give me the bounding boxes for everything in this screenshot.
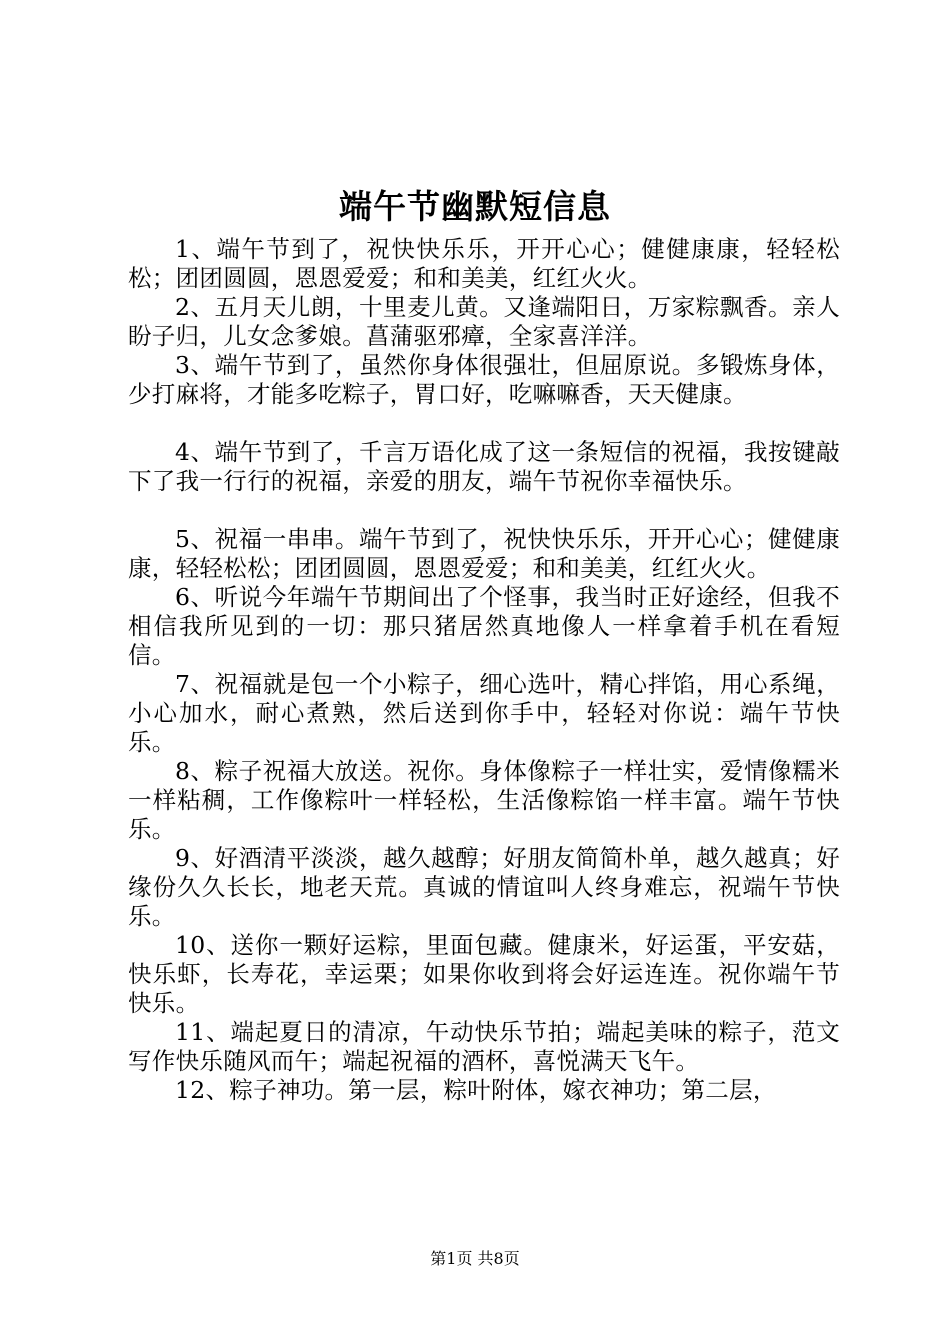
page-number-footer: 第1页 共8页 [430,1249,520,1268]
paragraph-7: 7、祝福就是包一个小粽子，细心选叶，精心拌馅，用心系绳，小心加水，耐心煮熟，然后送到你手中，轻轻对你说：端午节快乐。 [128,670,840,756]
paragraph-8: 8、粽子祝福大放送。祝你。身体像粽子一样壮实，爱情像糯米一样粘稠，工作像粽叶一样轻松，生活像粽馅一样丰富。端午节快乐。 [128,757,840,843]
paragraph-3: 3、端午节到了，虽然你身体很强壮，但屈原说。多锻炼身体，少打麻将，才能多吃粽子，胃口好，吃嘛嘛香，天天健康。 [128,351,840,408]
paragraph-6: 6、听说今年端午节期间出了个怪事，我当时正好途经，但我不相信我所见到的一切：那只猪居然真地像人一样拿着手机在看短信。 [128,583,840,669]
paragraph-5: 5、祝福一串串。端午节到了，祝快快乐乐，开开心心；健健康康，轻轻松松；团团圆圆，恩恩爱爱；和和美美，红红火火。 [128,525,840,582]
paragraph-12: 12、粽子神功。第一层，粽叶附体，嫁衣神功；第二层， [175,1076,777,1104]
document-body [128,235,840,1105]
paragraph-1: 1、端午节到了，祝快快乐乐，开开心心；健健康康，轻轻松松；团团圆圆，恩恩爱爱；和和美美，红红火火。 [128,235,840,292]
paragraph-4: 4、端午节到了，千言万语化成了这一条短信的祝福，我按键敲下了我一行行的祝福，亲爱的朋友，端午节祝你幸福快乐。 [128,438,840,495]
document-title: 端午节幽默短信息 [339,187,611,226]
paragraph-11: 11、端起夏日的清凉，午动快乐节拍；端起美味的粽子，范文写作快乐随风而午；端起祝福的酒杯，喜悦满天飞午。 [128,1018,840,1075]
paragraph-9: 9、好酒清平淡淡，越久越醇；好朋友简简朴单，越久越真；好缘份久久长长，地老天荒。真诚的情谊叫人终身难忘，祝端午节快乐。 [128,844,840,930]
paragraph-10: 10、送你一颗好运粽，里面包藏。健康米，好运蛋，平安菇，快乐虾，长寿花，幸运栗；如果你收到将会好运连连。祝你端午节快乐。 [128,931,840,1017]
paragraph-2: 2、五月天儿朗，十里麦儿黄。又逢端阳日，万家粽飘香。亲人盼子归，儿女念爹娘。菖蒲驱邪瘴，全家喜洋洋。 [128,293,840,350]
